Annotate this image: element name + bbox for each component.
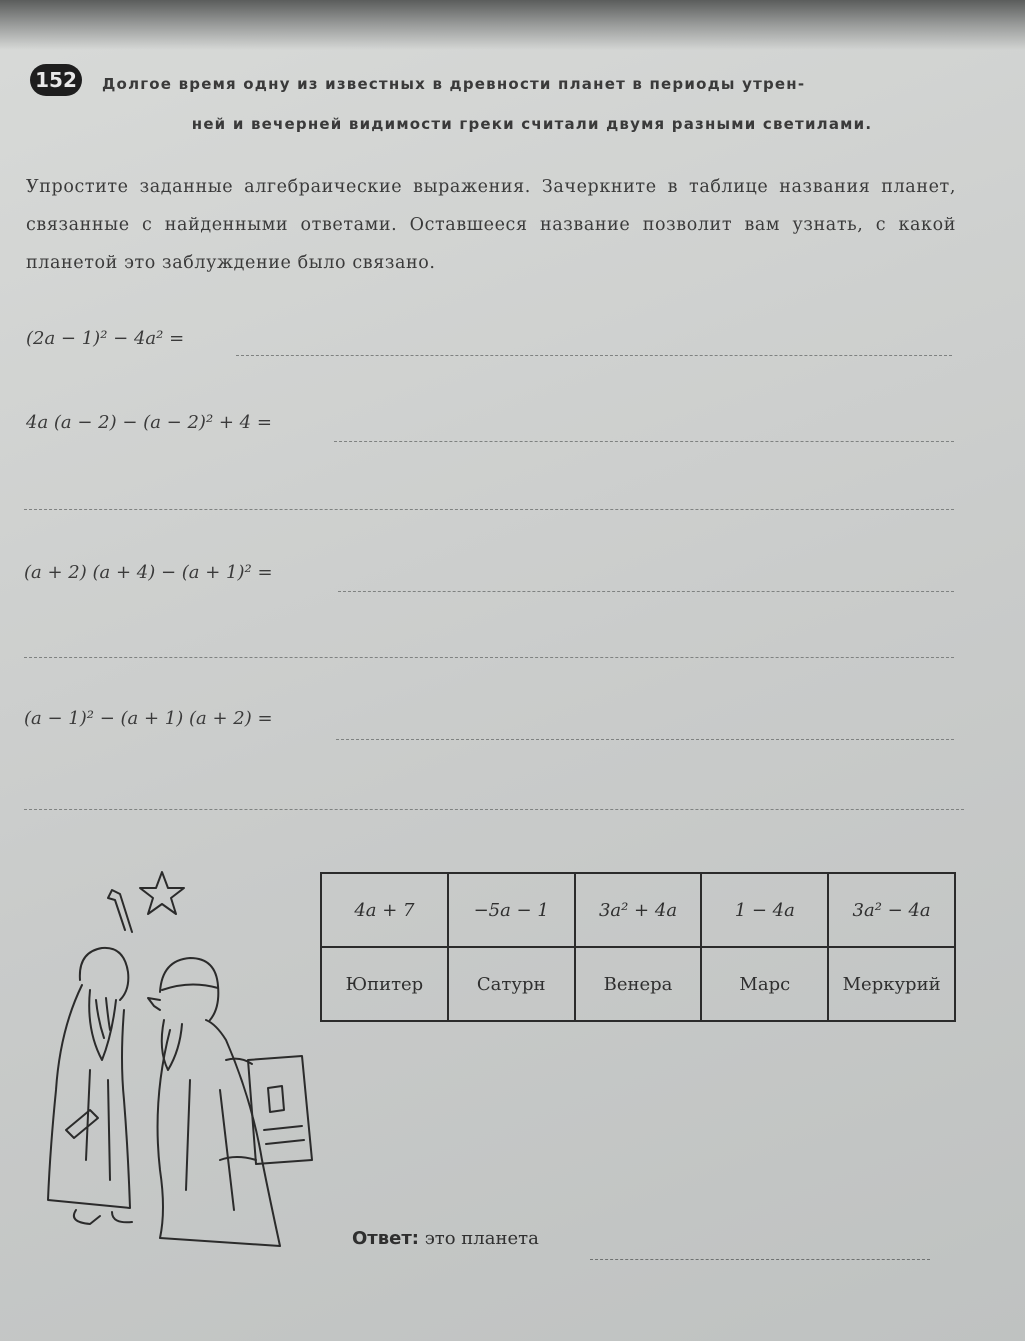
answer-line-2a[interactable] [334,440,954,442]
top-shadow [0,0,1025,50]
table-cell-planet-1[interactable]: Юпитер [321,947,448,1021]
task-instructions: Упростите заданные алгебраические выражения. Зачеркните в таблице названия планет, связанные с найденными ответами. Оставшееся название позволит вам узнать, с какой планетой это заблуждение было связано. [26,177,956,273]
table-cell-expression-1: 4a + 7 [321,873,448,947]
answer-line-3a[interactable] [338,590,954,592]
task-number-badge: 152 [30,64,82,96]
table-row-planets [321,947,955,1021]
answer-line-4a[interactable] [336,738,954,740]
table-cell-expression-4: 1 − 4a [701,873,828,947]
table-cell-expression-5: 3a² − 4a [828,873,955,947]
table-cell-expression-3: 3a² + 4a [575,873,702,947]
table-cell-expression-2: −5a − 1 [448,873,575,947]
answer-input-line[interactable] [590,1258,930,1260]
table-cell-planet-3[interactable]: Венера [575,947,702,1021]
table-cell-planet-4[interactable]: Марс [701,947,828,1021]
answer-text: это планета [424,1228,539,1249]
answer-label: Ответ: [352,1228,419,1249]
answer-block [352,1228,539,1249]
answer-line-1[interactable] [236,354,952,356]
table-row-expressions [321,873,955,947]
table-cell-planet-2[interactable]: Сатурн [448,947,575,1021]
astronomers-illustration [20,860,320,1260]
planets-table [320,872,956,1022]
expression-4: (a − 1)² − (a + 1) (a + 2) = [24,708,273,729]
answer-line-2b[interactable] [24,508,954,510]
answer-line-4b[interactable] [24,808,964,810]
intro-line-1: Долгое время одну из известных в древности планет в периоды утрен- [102,75,806,93]
expression-2: 4a (a − 2) − (a − 2)² + 4 = [26,412,272,433]
expression-1: (2a − 1)² − 4a² = [26,328,185,349]
expression-3: (a + 2) (a + 4) − (a + 1)² = [24,562,273,583]
intro-line-2: ней и вечерней видимости греки считали двумя разными светилами. [191,115,873,133]
star-icon [140,872,184,914]
answer-line-3b[interactable] [24,656,954,658]
table-cell-planet-5[interactable]: Меркурий [828,947,955,1021]
task-intro [102,64,962,144]
